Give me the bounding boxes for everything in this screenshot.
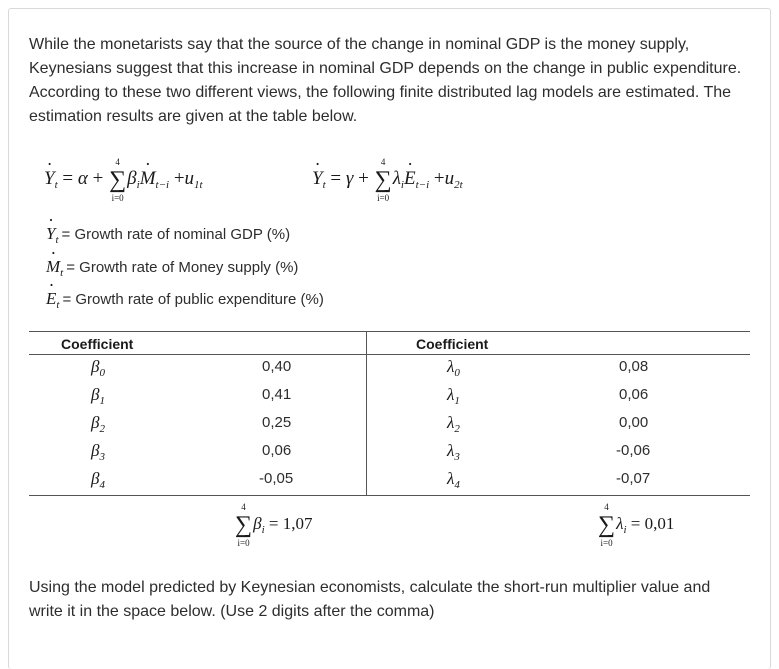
def-exp-text: = Growth rate of public expenditure (%) bbox=[62, 291, 324, 308]
beta-2-value: 0,25 bbox=[262, 414, 292, 431]
beta-2-symbol: $\beta_2$ bbox=[91, 413, 105, 435]
lambda-sum-sub: i bbox=[623, 524, 627, 536]
eq2-var: · E bbox=[404, 168, 416, 190]
monetarist-equation: · $Y_t = \alpha$ + ∑ 4 i=0 $\beta_i\cdot M_{t-i} +u_{1t}$ bbox=[44, 167, 203, 194]
eq1-coef-sub: i bbox=[136, 179, 140, 191]
question-paragraph: Using the model predicted by Keynesian economists, calculate the short-run multiplier value and write it in the space below. (Use 2 digits after the comma) bbox=[29, 579, 711, 620]
def-money-symbol: · M bbox=[46, 257, 60, 277]
table-divider bbox=[366, 331, 367, 495]
eq2-upper: 4 bbox=[380, 157, 386, 167]
eq2-err-sub: 2t bbox=[454, 179, 463, 191]
eq1-err-sub: 1t bbox=[194, 179, 203, 191]
lambda-2-symbol: $\lambda_2$ bbox=[447, 413, 460, 435]
lambda-sum-lower: i=0 bbox=[600, 538, 613, 548]
eq2-const: γ bbox=[345, 168, 354, 189]
table-top-rule bbox=[29, 331, 750, 332]
lambda-3-symbol: $\lambda_3$ bbox=[447, 441, 460, 463]
def-money-sub: t bbox=[60, 267, 64, 279]
eq1-var: · M bbox=[140, 168, 156, 190]
eq1-coef: β bbox=[127, 168, 137, 189]
eq2-lower: i=0 bbox=[377, 193, 390, 203]
beta-sum-lower: i=0 bbox=[237, 538, 250, 548]
def-exp-symbol: · E bbox=[46, 289, 56, 309]
lambda-4-symbol: $\lambda_4$ bbox=[447, 469, 460, 491]
lambda-3-value: -0,06 bbox=[616, 442, 651, 459]
definition-gdp bbox=[46, 224, 290, 246]
beta-0-symbol: $\beta_0$ bbox=[91, 357, 105, 379]
beta-4-symbol: $\beta_4$ bbox=[91, 469, 105, 491]
keynesian-equation: · $Y_t = \gamma$ + ∑ 4 i=0 $\lambda_i\cdot E_{t-i} +u_{2t}$ bbox=[312, 167, 463, 194]
lambda-1-symbol: $\lambda_1$ bbox=[447, 385, 460, 407]
eq1-lhs-sub: t bbox=[54, 179, 58, 191]
beta-0-value: 0,40 bbox=[262, 358, 292, 375]
beta-sum-value: = 1,07 bbox=[268, 514, 313, 533]
beta-sum bbox=[234, 502, 313, 548]
beta-1-symbol: $\beta_1$ bbox=[91, 385, 105, 407]
lambda-2-value: 0,00 bbox=[619, 414, 649, 431]
beta-3-value: 0,06 bbox=[262, 442, 292, 459]
eq2-err: u bbox=[444, 168, 455, 189]
beta-sum-upper: 4 bbox=[241, 502, 246, 512]
eq1-var-sub: t−i bbox=[155, 179, 170, 191]
lambda-0-symbol: $\lambda_0$ bbox=[447, 357, 460, 379]
eq1-sigma: ∑ 4 i=0 bbox=[109, 157, 127, 203]
eq1-lower: i=0 bbox=[111, 193, 124, 203]
eq1-upper: 4 bbox=[115, 157, 120, 167]
intro-paragraph: While the monetarists say that the source of the change in nominal GDP is the money supply, Keynesians suggest that this increase in nominal GDP depends on the change in public expenditure. According to these two different views, the following finite distributed lag models are estimated. The estimation results are given at the table below. bbox=[29, 36, 742, 125]
lambda-0-value: 0,08 bbox=[619, 358, 649, 375]
lambda-1-value: 0,06 bbox=[619, 386, 649, 403]
lambda-sum bbox=[597, 502, 675, 548]
table-header-rule bbox=[29, 354, 750, 355]
eq1-const: α bbox=[77, 168, 88, 189]
def-gdp-sub: t bbox=[55, 234, 59, 246]
eq2-lhs: · Y bbox=[312, 168, 323, 190]
eq2-coef: λ bbox=[392, 168, 401, 189]
def-money-text: = Growth rate of Money supply (%) bbox=[66, 259, 299, 276]
beta-sum-symbol: β bbox=[253, 514, 262, 533]
left-coefficient-header: Coefficient bbox=[61, 336, 134, 352]
beta-sum-sigma: ∑ 4 i=0 bbox=[235, 502, 253, 548]
eq2-var-sub: t−i bbox=[415, 179, 430, 191]
eq1-lhs: · Y bbox=[44, 168, 55, 190]
lambda-sum-value: = 0,01 bbox=[630, 514, 675, 533]
eq2-coef-sub: i bbox=[400, 179, 404, 191]
lambda-sum-symbol: λ bbox=[616, 514, 624, 533]
eq2-lhs-sub: t bbox=[322, 179, 326, 191]
def-exp-sub: t bbox=[56, 299, 60, 311]
lambda-4-value: -0,07 bbox=[616, 470, 651, 487]
lambda-sum-sigma: ∑ 4 i=0 bbox=[598, 502, 616, 548]
beta-4-value: -0,05 bbox=[259, 470, 294, 487]
def-gdp-text: = Growth rate of nominal GDP (%) bbox=[61, 226, 291, 243]
table-bottom-rule bbox=[29, 495, 750, 496]
beta-sum-sub: i bbox=[261, 524, 265, 536]
definition-expenditure bbox=[46, 289, 324, 311]
def-gdp-symbol: · Y bbox=[46, 224, 55, 244]
lambda-sum-upper: 4 bbox=[604, 502, 609, 512]
beta-1-value: 0,41 bbox=[262, 386, 292, 403]
eq2-sigma: ∑ 4 i=0 bbox=[374, 157, 392, 203]
definition-money bbox=[46, 257, 298, 279]
eq1-err: u bbox=[184, 168, 195, 189]
beta-3-symbol: $\beta_3$ bbox=[91, 441, 105, 463]
right-coefficient-header: Coefficient bbox=[416, 336, 489, 352]
